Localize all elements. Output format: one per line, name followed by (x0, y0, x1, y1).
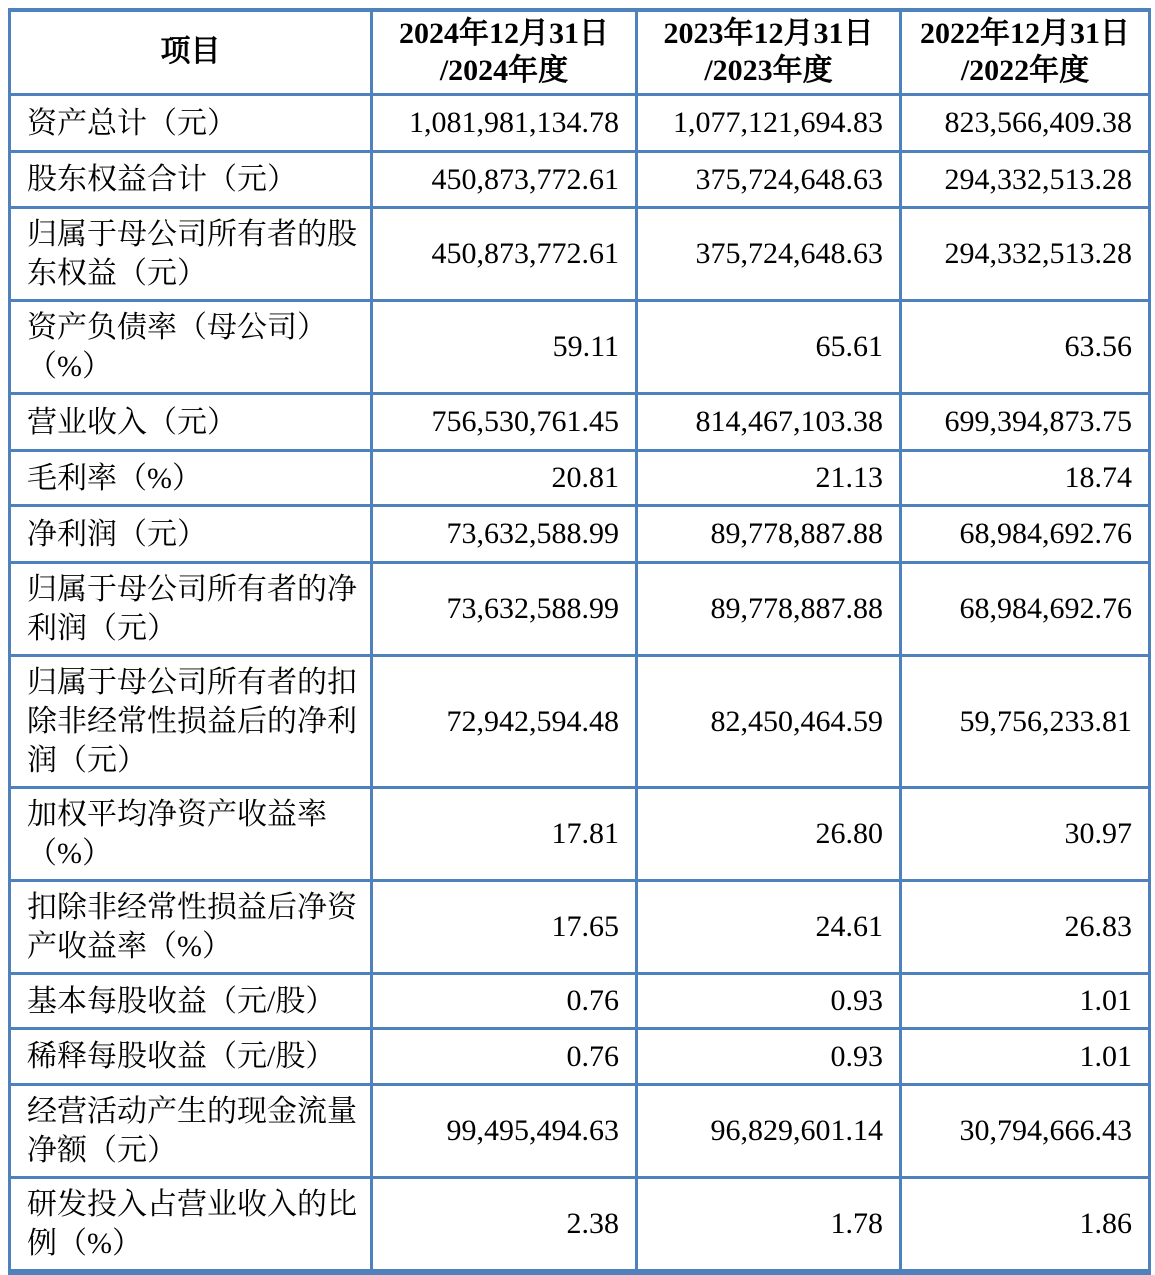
financial-summary-table (8, 8, 1151, 1275)
value-2024: 59.11 (372, 301, 637, 394)
row-label: 归属于母公司所有者的净利润（元） (10, 563, 372, 656)
value-2022: 1.01 (901, 1029, 1150, 1085)
column-header-period-2022 (901, 10, 1150, 95)
table-row (10, 95, 1150, 152)
value-2024: 2.38 (372, 1178, 637, 1273)
table-row (10, 152, 1150, 208)
row-label: 基本每股收益（元/股） (10, 974, 372, 1029)
value-2023: 65.61 (637, 301, 901, 394)
row-label: 股东权益合计（元） (10, 152, 372, 208)
value-2023: 0.93 (637, 1029, 901, 1085)
column-header-item (10, 10, 372, 95)
value-2024: 73,632,588.99 (372, 563, 637, 656)
value-2022: 63.56 (901, 301, 1150, 394)
row-label: 营业收入（元） (10, 394, 372, 451)
value-2022: 294,332,513.28 (901, 152, 1150, 208)
value-2024: 17.81 (372, 788, 637, 881)
table-row (10, 974, 1150, 1029)
value-2022: 59,756,233.81 (901, 656, 1150, 788)
row-label: 经营活动产生的现金流量净额（元） (10, 1085, 372, 1178)
table-row (10, 1085, 1150, 1178)
value-2024: 17.65 (372, 881, 637, 974)
value-2022: 18.74 (901, 451, 1150, 506)
value-2022: 823,566,409.38 (901, 95, 1150, 152)
table-row (10, 301, 1150, 394)
row-label: 净利润（元） (10, 506, 372, 563)
value-2024: 99,495,494.63 (372, 1085, 637, 1178)
value-2022: 294,332,513.28 (901, 208, 1150, 301)
value-2024: 1,081,981,134.78 (372, 95, 637, 152)
value-2023: 26.80 (637, 788, 901, 881)
table-row (10, 394, 1150, 451)
row-label: 资产负债率（母公司）（%） (10, 301, 372, 394)
header-row (10, 10, 1150, 95)
table-row (10, 881, 1150, 974)
table-row (10, 208, 1150, 301)
period-year-line: /2023年度 (704, 53, 833, 87)
value-2022: 699,394,873.75 (901, 394, 1150, 451)
value-2022: 30.97 (901, 788, 1150, 881)
period-date-line: 2022年12月31日 (920, 17, 1130, 50)
table-row (10, 1029, 1150, 1085)
value-2022: 68,984,692.76 (901, 563, 1150, 656)
value-2024: 450,873,772.61 (372, 208, 637, 301)
value-2022: 1.01 (901, 974, 1150, 1029)
value-2024: 756,530,761.45 (372, 394, 637, 451)
row-label: 资产总计（元） (10, 95, 372, 152)
value-2022: 26.83 (901, 881, 1150, 974)
value-2024: 450,873,772.61 (372, 152, 637, 208)
period-year-line: /2022年度 (960, 53, 1090, 87)
value-2023: 96,829,601.14 (637, 1085, 901, 1178)
period-year-line: /2024年度 (439, 53, 569, 87)
table-row (10, 788, 1150, 881)
row-label: 加权平均净资产收益率（%） (10, 788, 372, 881)
value-2023: 82,450,464.59 (637, 656, 901, 788)
column-header-period-2023 (637, 10, 901, 95)
value-2022: 30,794,666.43 (901, 1085, 1150, 1178)
value-2023: 24.61 (637, 881, 901, 974)
value-2023: 89,778,887.88 (637, 506, 901, 563)
table-row (10, 563, 1150, 656)
row-label: 稀释每股收益（元/股） (10, 1029, 372, 1085)
row-label: 扣除非经常性损益后净资产收益率（%） (10, 881, 372, 974)
value-2024: 73,632,588.99 (372, 506, 637, 563)
value-2024: 20.81 (372, 451, 637, 506)
value-2023: 89,778,887.88 (637, 563, 901, 656)
value-2023: 375,724,648.63 (637, 152, 901, 208)
value-2024: 0.76 (372, 974, 637, 1029)
row-label: 归属于母公司所有者的扣除非经常性损益后的净利润（元） (10, 656, 372, 788)
value-2024: 0.76 (372, 1029, 637, 1085)
value-2022: 68,984,692.76 (901, 506, 1150, 563)
value-2023: 1,077,121,694.83 (637, 95, 901, 152)
value-2024: 72,942,594.48 (372, 656, 637, 788)
period-date-line: 2024年12月31日 (399, 17, 609, 50)
row-label: 毛利率（%） (10, 451, 372, 506)
value-2023: 0.93 (637, 974, 901, 1029)
value-2023: 21.13 (637, 451, 901, 506)
table-row (10, 506, 1150, 563)
row-label: 归属于母公司所有者的股东权益（元） (10, 208, 372, 301)
column-header-period-2024 (372, 10, 637, 95)
table-row (10, 451, 1150, 506)
table-row (10, 1178, 1150, 1273)
value-2023: 814,467,103.38 (637, 394, 901, 451)
column-header-item-label: 项目 (160, 35, 221, 69)
value-2022: 1.86 (901, 1178, 1150, 1273)
row-label: 研发投入占营业收入的比例（%） (10, 1178, 372, 1273)
value-2023: 1.78 (637, 1178, 901, 1273)
value-2023: 375,724,648.63 (637, 208, 901, 301)
period-date-line: 2023年12月31日 (663, 17, 874, 50)
table-row (10, 656, 1150, 788)
